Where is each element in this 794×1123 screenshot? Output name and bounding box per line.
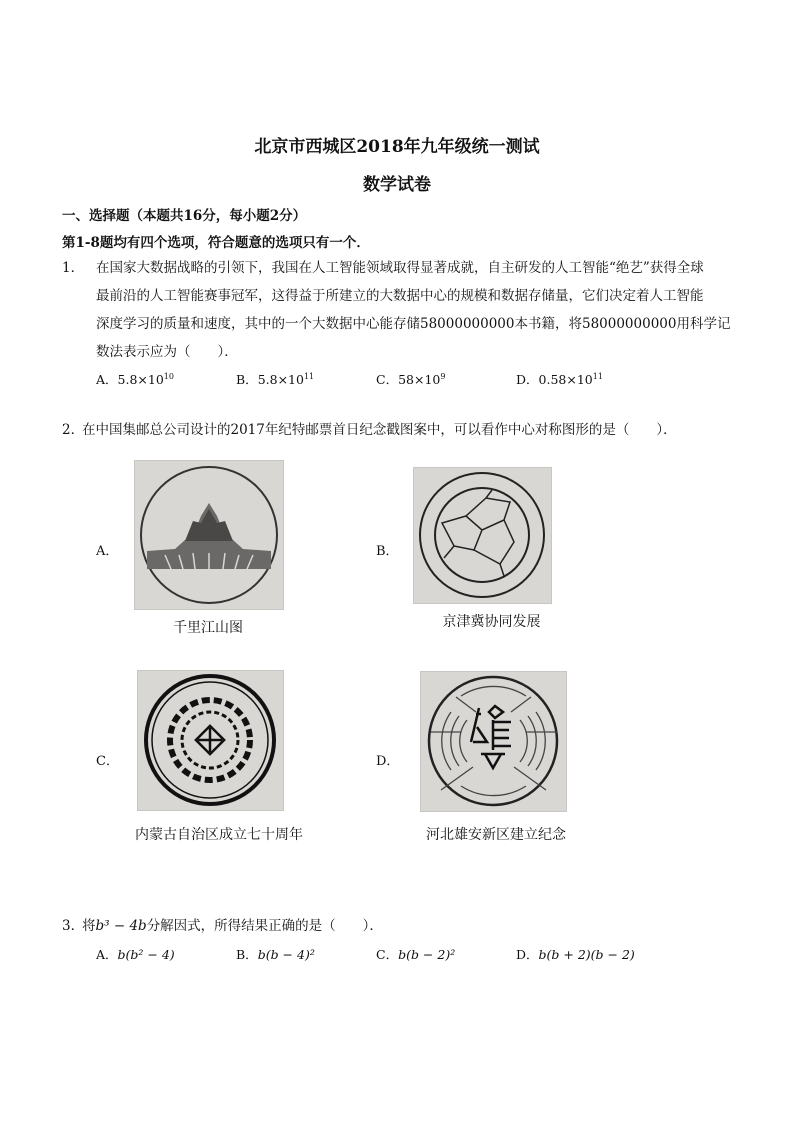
option-d: D．b(b + 2)(b − 2) <box>516 947 635 962</box>
question-text: 在中国集邮总公司设计的2017年纪特邮票首日纪念戳图案中，可以看作中心对称图形的是（ ）． <box>82 422 677 438</box>
stamp-hands-icon <box>413 467 552 604</box>
option-c: C．$58\times 10^9$ <box>376 371 446 387</box>
document-subtitle: 数学试卷 <box>363 175 431 195</box>
option-b: B．b(b − 4)² <box>236 947 315 962</box>
math-expression: b³ − 4b <box>95 918 147 934</box>
caption-b: 京津冀协同发展 <box>442 614 541 630</box>
stamp-knot-icon <box>137 670 284 811</box>
question-number: 2． <box>62 422 85 438</box>
option-b-label: B． <box>376 544 399 559</box>
question-3: 3． 将b³ − 4b分解因式，所得结果正确的是（ ）． <box>76 912 383 940</box>
option-c-label: C． <box>96 754 119 769</box>
option-a: A．b(b² − 4) <box>96 947 175 962</box>
question-1 <box>62 254 731 366</box>
section-instruction: 第1-8题均有四个选项，符合题意的选项只有一个． <box>62 235 370 251</box>
option-d: D．$0.58\times 10^{11}$ <box>516 371 603 387</box>
option-a-label: A． <box>96 544 119 559</box>
question-number: 1． <box>62 260 85 276</box>
option-d-label: D． <box>376 754 400 769</box>
question-text-line: 最前沿的人工智能赛事冠军，这得益于所建立的大数据中心的规模和数据存储量，它们决定着人工智能 <box>96 288 704 304</box>
stamp-mountains-icon <box>134 460 284 610</box>
question-number: 3． <box>62 918 85 934</box>
option-a: A．$5.8\times 10^{10}$ <box>96 371 174 387</box>
question-text-line: 在国家大数据战略的引领下，我国在人工智能领域取得显著成就，自主研发的人工智能“绝艺”获得全球 <box>96 260 704 276</box>
question-text-line: 深度学习的质量和速度，其中的一个大数据中心能存储58000000000本书籍，将58000000000用科学记 <box>96 316 731 332</box>
caption-d: 河北雄安新区建立纪念 <box>426 827 566 843</box>
caption-c: 内蒙古自治区成立七十周年 <box>135 827 303 843</box>
section-heading: 一、选择题（本题共16分，每小题2分） <box>62 208 307 224</box>
document-title: 北京市西城区2018年九年级统一测试 <box>254 137 540 157</box>
question-text-line: 数法表示应为（ ）． <box>96 344 238 360</box>
question-2 <box>62 416 677 444</box>
stamp-xiong-icon <box>420 671 567 812</box>
option-b: B．$5.8\times 10^{11}$ <box>236 371 315 387</box>
caption-a: 千里江山图 <box>173 620 243 636</box>
option-c: C．b(b − 2)² <box>376 947 456 962</box>
